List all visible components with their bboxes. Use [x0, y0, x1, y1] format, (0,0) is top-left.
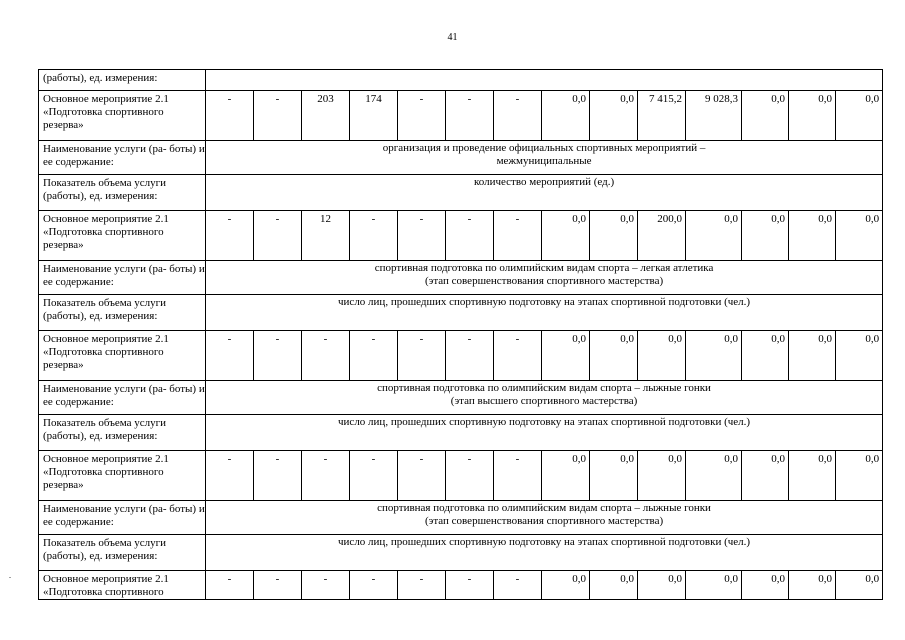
- table-cell: 0,0: [742, 91, 789, 141]
- table-cell: -: [494, 331, 542, 381]
- table-cell: 0,0: [686, 331, 742, 381]
- table-cell: 0,0: [789, 331, 836, 381]
- table-cell: -: [350, 571, 398, 600]
- row-label: Наименование услуги (ра- боты) и ее содержание:: [39, 141, 206, 175]
- row-label: Основное мероприятие 2.1 «Подготовка спортивного резерва»: [39, 211, 206, 261]
- table-cell: -: [494, 451, 542, 501]
- table-cell: 0,0: [836, 331, 883, 381]
- table-cell: 0,0: [836, 211, 883, 261]
- service-line: организация и проведение официальных спортивных мероприятий –: [382, 142, 706, 154]
- table-row: [39, 501, 883, 535]
- indicator-description: число лиц, прошедших спортивную подготовку на этапах спортивной подготовки (чел.): [206, 535, 883, 571]
- table-row: [39, 211, 883, 261]
- service-line: межмуниципальные: [496, 155, 592, 167]
- table-cell: -: [350, 211, 398, 261]
- table-cell: 0,0: [542, 451, 590, 501]
- table-row: [39, 295, 883, 331]
- table-cell: 0,0: [742, 571, 789, 600]
- service-description: [206, 141, 883, 175]
- table-cell: 0,0: [590, 331, 638, 381]
- table-cell: 0,0: [686, 211, 742, 261]
- table-cell: -: [398, 91, 446, 141]
- table-cell: -: [206, 211, 254, 261]
- table-cell: 0,0: [590, 451, 638, 501]
- table-cell: 0,0: [789, 211, 836, 261]
- service-description: [206, 261, 883, 295]
- table-cell: -: [350, 331, 398, 381]
- table-row: [39, 175, 883, 211]
- service-description: [206, 501, 883, 535]
- table-cell: 9 028,3: [686, 91, 742, 141]
- table-cell: 0,0: [542, 331, 590, 381]
- service-line: (этап совершенствования спортивного мастерства): [424, 275, 664, 287]
- service-line: (этап высшего спортивного мастерства): [450, 395, 638, 407]
- table-cell: 0,0: [789, 451, 836, 501]
- service-description: [206, 381, 883, 415]
- page-number: 41: [447, 32, 458, 43]
- table-cell: -: [446, 211, 494, 261]
- table-row: [39, 535, 883, 571]
- table-cell: -: [206, 451, 254, 501]
- table-cell: 7 415,2: [638, 91, 686, 141]
- table-row: [39, 70, 883, 91]
- table-cell: -: [446, 571, 494, 600]
- table-cell: -: [302, 571, 350, 600]
- row-label: Основное мероприятие 2.1 «Подготовка спортивного резерва»: [39, 451, 206, 501]
- row-label: Наименование услуги (ра- боты) и ее содержание:: [39, 501, 206, 535]
- row-label: Показатель объема услуги (работы), ед. измерения:: [39, 175, 206, 211]
- table-cell: 174: [350, 91, 398, 141]
- table-row: [39, 261, 883, 295]
- table-cell: 200,0: [638, 211, 686, 261]
- table-row: [39, 91, 883, 141]
- table-cell: 0,0: [789, 571, 836, 600]
- row-label: Наименование услуги (ра- боты) и ее содержание:: [39, 381, 206, 415]
- merged-cell: [206, 70, 883, 91]
- table-cell: -: [398, 451, 446, 501]
- table-cell: 0,0: [836, 91, 883, 141]
- service-line: спортивная подготовка по олимпийским видам спорта – лыжные гонки: [377, 382, 711, 394]
- table-cell: -: [302, 451, 350, 501]
- service-line: (этап совершенствования спортивного мастерства): [424, 515, 664, 527]
- table-row: [39, 141, 883, 175]
- table-cell: 12: [302, 211, 350, 261]
- table-cell: -: [398, 571, 446, 600]
- table-cell: -: [254, 91, 302, 141]
- row-label: Основное мероприятие 2.1 «Подготовка спортивного резерва»: [39, 331, 206, 381]
- table-row: [39, 451, 883, 501]
- table-cell: -: [254, 331, 302, 381]
- table-cell: 0,0: [836, 571, 883, 600]
- table-cell: 0,0: [686, 451, 742, 501]
- row-label: Основное мероприятие 2.1 «Подготовка спортивного резерва»: [39, 91, 206, 141]
- table-cell: 0,0: [542, 91, 590, 141]
- table-cell: 0,0: [542, 211, 590, 261]
- table-cell: 0,0: [742, 331, 789, 381]
- stray-mark: .: [9, 571, 11, 580]
- table-cell: 0,0: [590, 91, 638, 141]
- table-cell: -: [302, 331, 350, 381]
- table-cell: 0,0: [590, 571, 638, 600]
- service-line: спортивная подготовка по олимпийским видам спорта – легкая атлетика: [374, 262, 714, 274]
- table-cell: -: [494, 211, 542, 261]
- table-cell: 0,0: [836, 451, 883, 501]
- table-cell: 0,0: [638, 451, 686, 501]
- table-cell: 0,0: [742, 451, 789, 501]
- table-cell: -: [446, 91, 494, 141]
- table-cell: -: [494, 91, 542, 141]
- row-label: Показатель объема услуги (работы), ед. измерения:: [39, 295, 206, 331]
- table-cell: -: [350, 451, 398, 501]
- table-cell: -: [206, 331, 254, 381]
- table-cell: -: [254, 571, 302, 600]
- table-cell: -: [206, 571, 254, 600]
- table-cell: -: [206, 91, 254, 141]
- table-row: [39, 381, 883, 415]
- service-line: спортивная подготовка по олимпийским видам спорта – лыжные гонки: [377, 502, 711, 514]
- table-cell: -: [398, 331, 446, 381]
- table-cell: -: [494, 571, 542, 600]
- table-cell: -: [254, 211, 302, 261]
- table-cell: 0,0: [686, 571, 742, 600]
- table-cell: -: [254, 451, 302, 501]
- table-cell: 0,0: [542, 571, 590, 600]
- table-cell: -: [398, 211, 446, 261]
- table-cell: 0,0: [742, 211, 789, 261]
- indicator-description: число лиц, прошедших спортивную подготовку на этапах спортивной подготовки (чел.): [206, 415, 883, 451]
- table-cell: -: [446, 331, 494, 381]
- row-label: Показатель объема услуги (работы), ед. измерения:: [39, 535, 206, 571]
- table-cell: 0,0: [590, 211, 638, 261]
- table-cell: 203: [302, 91, 350, 141]
- table-cell: -: [446, 451, 494, 501]
- table-cell: 0,0: [638, 571, 686, 600]
- row-label: Наименование услуги (ра- боты) и ее содержание:: [39, 261, 206, 295]
- table-cell: 0,0: [638, 331, 686, 381]
- indicators-table: [38, 69, 883, 600]
- row-label: (работы), ед. измерения:: [39, 70, 206, 91]
- table-row: [39, 331, 883, 381]
- row-label: Основное мероприятие 2.1 «Подготовка спортивного: [39, 571, 206, 600]
- table-cell: 0,0: [789, 91, 836, 141]
- row-label: Показатель объема услуги (работы), ед. измерения:: [39, 415, 206, 451]
- indicator-description: количество мероприятий (ед.): [206, 175, 883, 211]
- table-row: [39, 571, 883, 600]
- table-row: [39, 415, 883, 451]
- indicator-description: число лиц, прошедших спортивную подготовку на этапах спортивной подготовки (чел.): [206, 295, 883, 331]
